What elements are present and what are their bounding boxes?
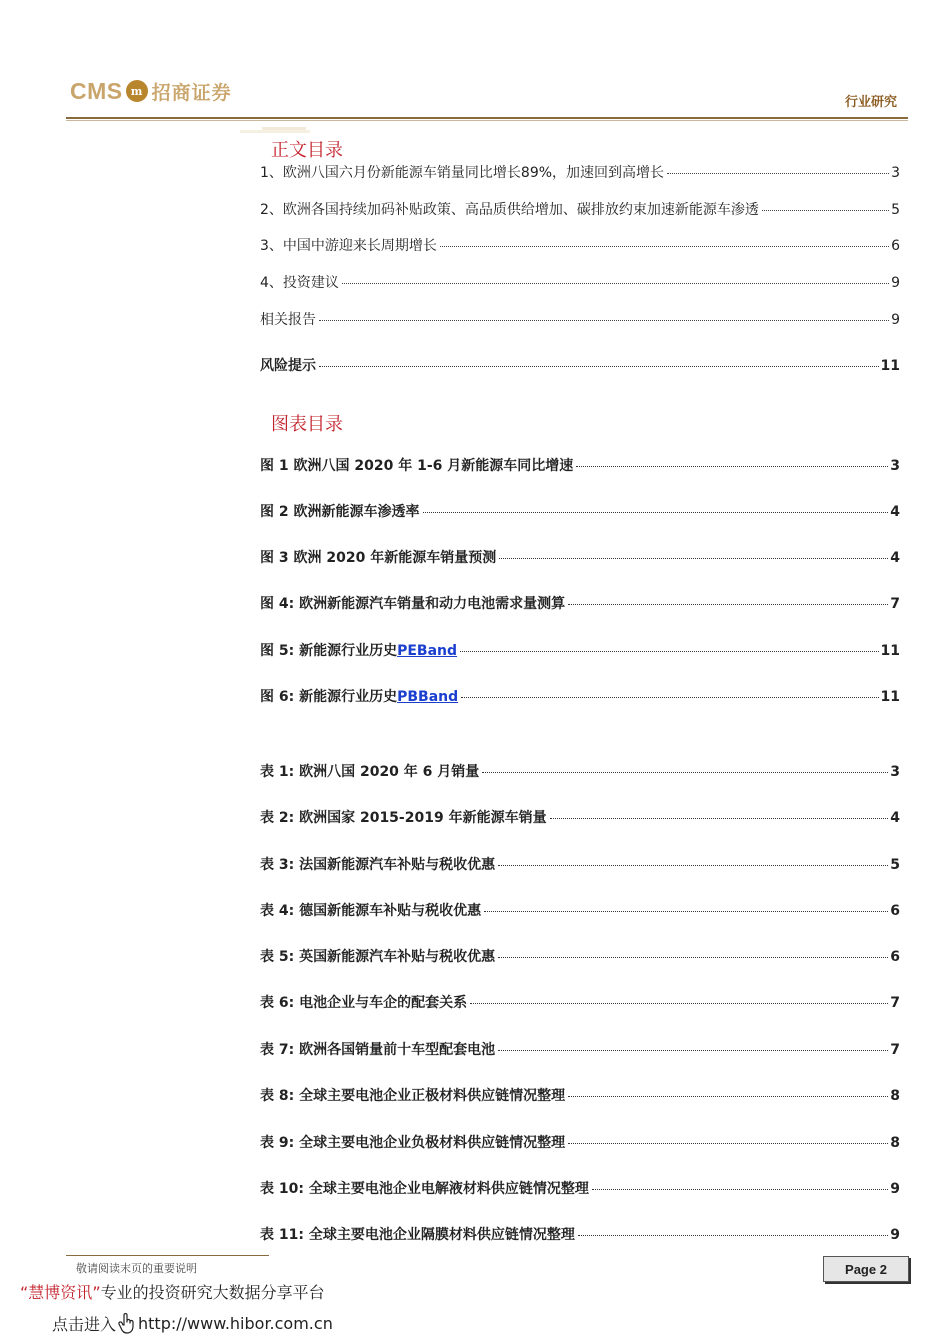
- toc-entry[interactable]: [260, 309, 900, 329]
- toc-entry-page: 9: [891, 275, 900, 291]
- table-entry[interactable]: [260, 900, 900, 920]
- figure-entry[interactable]: [260, 501, 900, 521]
- page-number-badge: Page 2: [823, 1256, 909, 1282]
- toc-entry-page: 11: [880, 358, 900, 374]
- figure-entry-page: 4: [890, 550, 900, 566]
- header-divider: [66, 117, 908, 119]
- footer-note: 敬请阅读末页的重要说明: [76, 1262, 197, 1275]
- dot-leader: [498, 1050, 888, 1051]
- figure-entry-title: 图 5: 新能源行业历史: [260, 643, 398, 659]
- table-entry-title: 表 2: 欧洲国家 2015-2019 年新能源车销量: [260, 810, 547, 826]
- figure-entry-link[interactable]: PEBand: [397, 643, 458, 659]
- dot-leader: [498, 957, 888, 958]
- figure-entry-page: 7: [890, 596, 900, 612]
- logo-text: CMS: [70, 77, 123, 104]
- watermark-link-line[interactable]: [52, 1312, 333, 1335]
- toc-entry-title: 4、投资建议: [260, 275, 339, 291]
- logo-badge-icon: m: [126, 80, 148, 102]
- table-entry-page: 6: [890, 903, 900, 919]
- figure-entry[interactable]: [260, 686, 900, 706]
- toc-entry-title: 风险提示: [260, 358, 316, 374]
- company-logo: [70, 74, 232, 108]
- figure-entry-title: 图 2 欧洲新能源车渗透率: [260, 504, 420, 520]
- toc-entry[interactable]: [260, 355, 900, 375]
- toc-entry-page: 5: [891, 202, 900, 218]
- toc-entry-page: 6: [891, 238, 900, 254]
- table-entry[interactable]: [260, 946, 900, 966]
- watermark-url-link[interactable]: http://www.hibor.com.cn: [138, 1314, 333, 1333]
- dot-leader: [319, 320, 889, 321]
- header-decor-bar: [240, 130, 310, 133]
- pointer-hand-icon: [118, 1313, 136, 1335]
- table-entry-page: 8: [890, 1135, 900, 1151]
- dot-leader: [423, 512, 889, 513]
- toc-entry[interactable]: [260, 235, 900, 255]
- dot-leader: [667, 173, 889, 174]
- dot-leader: [498, 865, 888, 866]
- table-entry[interactable]: [260, 1085, 900, 1105]
- dot-leader: [592, 1189, 888, 1190]
- footer-divider: [66, 1255, 269, 1256]
- figure-entry-link[interactable]: PBBand: [397, 689, 459, 705]
- table-entry[interactable]: [260, 1178, 900, 1198]
- toc-entry-page: 3: [891, 165, 900, 181]
- figure-entry-page: 4: [890, 504, 900, 520]
- table-entry-title: 表 1: 欧洲八国 2020 年 6 月销量: [260, 764, 480, 780]
- header-divider-thin: [66, 120, 908, 121]
- table-entry[interactable]: [260, 992, 900, 1012]
- dot-leader: [319, 366, 879, 367]
- figure-entry[interactable]: [260, 455, 900, 475]
- watermark-enter-label: 点击进入: [52, 1315, 117, 1334]
- figure-entry-title: 图 3 欧洲 2020 年新能源车销量预测: [260, 550, 497, 566]
- figure-entry-page: 3: [890, 458, 900, 474]
- dot-leader: [550, 818, 889, 819]
- dot-leader: [576, 466, 888, 467]
- table-entry-title: 表 8: 全球主要电池企业正极材料供应链情况整理: [260, 1088, 566, 1104]
- watermark-open-quote: “: [20, 1283, 29, 1302]
- figure-entry-page: 11: [880, 643, 900, 659]
- toc-entry[interactable]: [260, 162, 900, 182]
- toc-entry-title: 2、欧洲各国持续加码补贴政策、高品质供给增加、碳排放约束加速新能源车渗透: [260, 202, 759, 218]
- table-entry[interactable]: [260, 854, 900, 874]
- toc-entry-title: 1、欧洲八国六月份新能源车销量同比增长89%，加速回到高增长: [260, 165, 665, 181]
- table-entry-title: 表 6: 电池企业与车企的配套关系: [260, 995, 468, 1011]
- toc-entry-title: 相关报告: [260, 312, 316, 328]
- table-entry-title: 表 9: 全球主要电池企业负极材料供应链情况整理: [260, 1135, 566, 1151]
- dot-leader: [568, 1096, 888, 1097]
- watermark-line: [20, 1280, 325, 1303]
- figure-entry-title: 图 4: 欧洲新能源汽车销量和动力电池需求量测算: [260, 596, 566, 612]
- toc-entry-title: 3、中国中游迎来长周期增长: [260, 238, 437, 254]
- watermark-brand: 慧博资讯: [28, 1283, 93, 1302]
- toc-title: 正文目录: [271, 140, 343, 161]
- figures-title: 图表目录: [271, 414, 343, 435]
- table-entry[interactable]: [260, 1224, 900, 1244]
- dot-leader: [482, 772, 888, 773]
- table-entry-page: 4: [890, 810, 900, 826]
- table-entry[interactable]: [260, 761, 900, 781]
- table-entry-title: 表 5: 英国新能源汽车补贴与税收优惠: [260, 949, 496, 965]
- section-label: 行业研究: [844, 95, 897, 110]
- table-entry-page: 9: [890, 1227, 900, 1243]
- watermark-close-quote: ”: [92, 1283, 101, 1302]
- table-entry-page: 7: [890, 995, 900, 1011]
- figure-entry[interactable]: [260, 547, 900, 567]
- header-decor-bar-small: [262, 127, 306, 130]
- table-entry-page: 3: [890, 764, 900, 780]
- figure-entry[interactable]: [260, 640, 900, 660]
- dot-leader: [460, 651, 878, 652]
- table-entry-page: 8: [890, 1088, 900, 1104]
- table-entry-title: 表 11: 全球主要电池企业隔膜材料供应链情况整理: [260, 1227, 575, 1243]
- dot-leader: [461, 697, 878, 698]
- table-entry-page: 7: [890, 1042, 900, 1058]
- table-entry-title: 表 3: 法国新能源汽车补贴与税收优惠: [260, 857, 496, 873]
- dot-leader: [440, 246, 889, 247]
- figure-entry-page: 11: [880, 689, 900, 705]
- table-entry-title: 表 7: 欧洲各国销量前十车型配套电池: [260, 1042, 496, 1058]
- figure-entry-title: 图 1 欧洲八国 2020 年 1-6 月新能源车同比增速: [260, 458, 574, 474]
- dot-leader: [762, 210, 889, 211]
- table-entry-page: 5: [890, 857, 900, 873]
- dot-leader: [499, 558, 888, 559]
- dot-leader: [470, 1003, 888, 1004]
- toc-entry[interactable]: [260, 272, 900, 292]
- logo-chinese-name: 招商证券: [151, 81, 232, 104]
- dot-leader: [568, 604, 888, 605]
- toc-entry-page: 9: [891, 312, 900, 328]
- figure-entry[interactable]: [260, 593, 900, 613]
- table-entry[interactable]: [260, 1132, 900, 1152]
- table-entry-page: 9: [890, 1181, 900, 1197]
- dot-leader: [484, 911, 888, 912]
- table-entry-title: 表 10: 全球主要电池企业电解液材料供应链情况整理: [260, 1181, 589, 1197]
- dot-leader: [578, 1235, 888, 1236]
- dot-leader: [342, 283, 889, 284]
- figure-entry-title: 图 6: 新能源行业历史: [260, 689, 398, 705]
- toc-entry[interactable]: [260, 199, 900, 219]
- table-entry-title: 表 4: 德国新能源车补贴与税收优惠: [260, 903, 482, 919]
- watermark-slogan: 专业的投资研究大数据分享平台: [100, 1283, 325, 1302]
- table-entry[interactable]: [260, 1039, 900, 1059]
- table-entry-page: 6: [890, 949, 900, 965]
- dot-leader: [568, 1143, 888, 1144]
- table-entry[interactable]: [260, 807, 900, 827]
